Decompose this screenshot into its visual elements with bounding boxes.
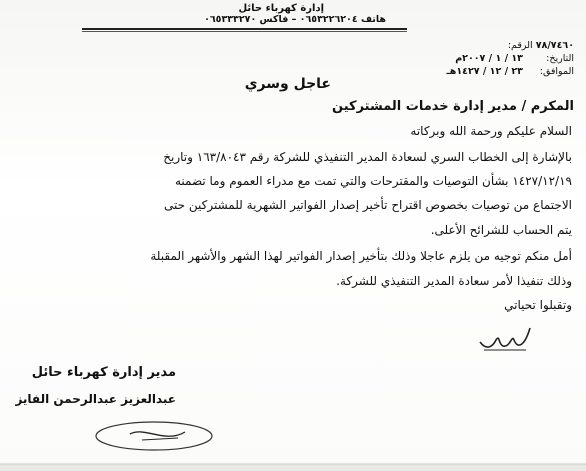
meta-label: الرقم:: [507, 40, 533, 51]
stamp-mark: [90, 416, 220, 456]
meta-value: ٧٨/٧٤٦٠: [535, 40, 574, 51]
greeting: السلام عليكم ورحمة الله وبركاته: [410, 124, 572, 138]
meta-label: الموافق:: [539, 66, 574, 77]
urgent-confidential-heading: عاجل وسري: [244, 76, 331, 92]
letter-date: [455, 53, 574, 64]
body-line: أمل منكم توجيه من يلزم عاجلا وذلك بتأخير إصدار الفواتير لهذا الشهر والأشهر المقبلة: [150, 249, 572, 263]
reference-number: [485, 40, 574, 51]
handwritten-signature: [470, 320, 540, 360]
addressee: المكرم / مدير إدارة خدمات المشتركين: [332, 99, 574, 114]
header-rule: [82, 28, 407, 30]
organization-name: إدارة كهرباء حائل: [238, 3, 324, 14]
contact-line: هاتف ٠٦٥٣٢٢٦٢٠٤ – فاكس ٠٦٥٣٣٣٢٧٠: [204, 14, 386, 25]
meta-value: ١٣ / ١ / ٢٠٠٧م: [455, 53, 523, 64]
header-rule-thin: [82, 31, 407, 32]
body-line: ١٤٢٧/١٢/١٩ بشأن التوصيات والمقترحات والتي تمت مع مدراء العموم وما تضمنه: [174, 174, 572, 188]
body-line: وذلك تنفيذا لأمر سعادة المدير التنفيذي للشركة.: [336, 274, 572, 288]
body-line: يتم الحساب للشرائح الأعلى.: [430, 223, 572, 237]
signatory-name: عبدالعزيز عبدالرحمن الفايز: [15, 392, 176, 406]
signatory-title: مدير إدارة كهرباء حائل: [31, 365, 176, 380]
hijri-date: [447, 66, 574, 77]
body-line: بالإشارة إلى الخطاب السري لسعادة المدير التنفيذي للشركة رقم ١٦٣/٨٠٤٣ وتاريخ: [163, 150, 572, 164]
scan-edge: [0, 458, 586, 471]
meta-value: ٢٣ / ١٢ / ١٤٢٧هـ: [446, 66, 523, 77]
body-line: الاجتماع من توصيات بخصوص اقتراح تأخير إصدار الفواتير الشهرية للمشتركين حتى: [164, 198, 572, 212]
meta-label: التاريخ:: [546, 53, 574, 64]
closing: وتقبلوا تحياتي: [504, 298, 572, 312]
